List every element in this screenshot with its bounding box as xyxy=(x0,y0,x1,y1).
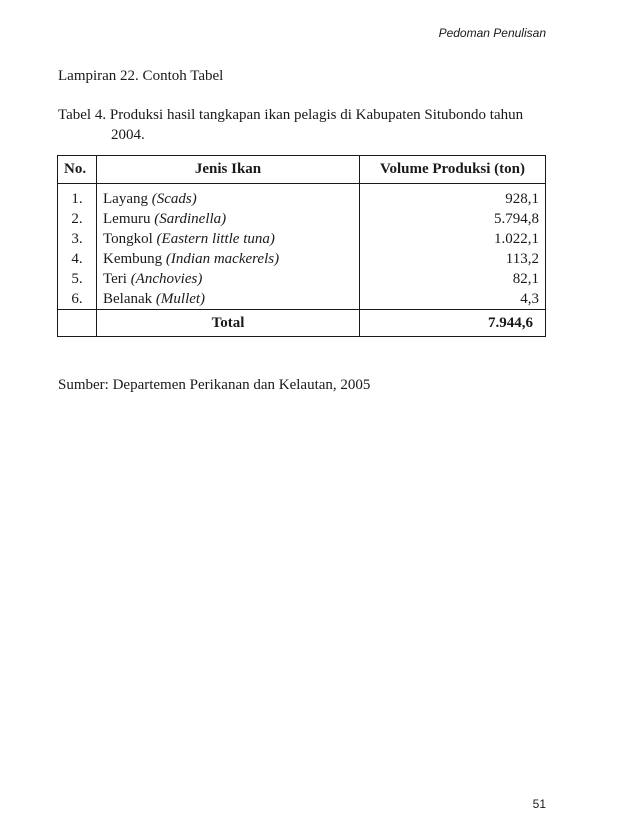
production-volume: 113,2 xyxy=(360,249,546,269)
table-caption xyxy=(58,105,558,145)
fish-name xyxy=(97,289,360,310)
fish-local-name: Tongkol xyxy=(103,230,153,247)
fish-latin-name: (Sardinella) xyxy=(154,210,227,227)
table-caption-line-1: Tabel 4. Produksi hasil tangkapan ikan pelagis di Kabupaten Situbondo tahun xyxy=(58,107,524,123)
total-value: 7.944,6 xyxy=(360,310,546,337)
table-row xyxy=(58,249,546,269)
fish-local-name: Teri xyxy=(103,270,127,287)
production-volume: 1.022,1 xyxy=(360,229,546,249)
fish-name xyxy=(97,269,360,289)
appendix-title: Lampiran 22. Contoh Tabel xyxy=(58,68,224,84)
header-volume-produksi: Volume Produksi (ton) xyxy=(360,156,546,184)
total-empty-cell xyxy=(58,310,97,337)
fish-production-table xyxy=(57,155,546,337)
table-total-row xyxy=(58,310,546,337)
fish-local-name: Belanak xyxy=(103,290,153,307)
row-number: 3. xyxy=(58,229,97,249)
row-number: 5. xyxy=(58,269,97,289)
fish-latin-name: (Anchovies) xyxy=(130,270,203,287)
fish-local-name: Lemuru xyxy=(103,210,151,227)
table-row xyxy=(58,289,546,310)
production-volume: 4,3 xyxy=(360,289,546,310)
source-note: Sumber: Departemen Perikanan dan Kelautan, 2005 xyxy=(58,377,371,393)
row-number: 4. xyxy=(58,249,97,269)
row-number: 2. xyxy=(58,209,97,229)
production-volume: 5.794,8 xyxy=(360,209,546,229)
fish-latin-name: (Mullet) xyxy=(155,290,206,307)
row-number: 1. xyxy=(58,184,97,210)
table-row xyxy=(58,229,546,249)
fish-name xyxy=(97,229,360,249)
row-number: 6. xyxy=(58,289,97,310)
fish-latin-name: (Scads) xyxy=(151,190,197,207)
fish-latin-name: (Eastern little tuna) xyxy=(156,230,275,247)
running-header: Pedoman Penulisan xyxy=(438,26,546,40)
header-jenis-ikan: Jenis Ikan xyxy=(97,156,360,184)
table-caption-line-2: 2004. xyxy=(111,127,145,143)
table-header-row xyxy=(58,156,546,184)
fish-name xyxy=(97,249,360,269)
total-label: Total xyxy=(97,310,360,337)
fish-name xyxy=(97,209,360,229)
table-row xyxy=(58,184,546,210)
page-number: 51 xyxy=(532,797,546,811)
production-volume: 928,1 xyxy=(360,184,546,210)
table-row xyxy=(58,269,546,289)
fish-latin-name: (Indian mackerels) xyxy=(165,250,280,267)
fish-name xyxy=(97,184,360,210)
table-row xyxy=(58,209,546,229)
production-volume: 82,1 xyxy=(360,269,546,289)
fish-local-name: Kembung xyxy=(103,250,163,267)
fish-local-name: Layang xyxy=(103,190,148,207)
header-no: No. xyxy=(58,156,97,184)
